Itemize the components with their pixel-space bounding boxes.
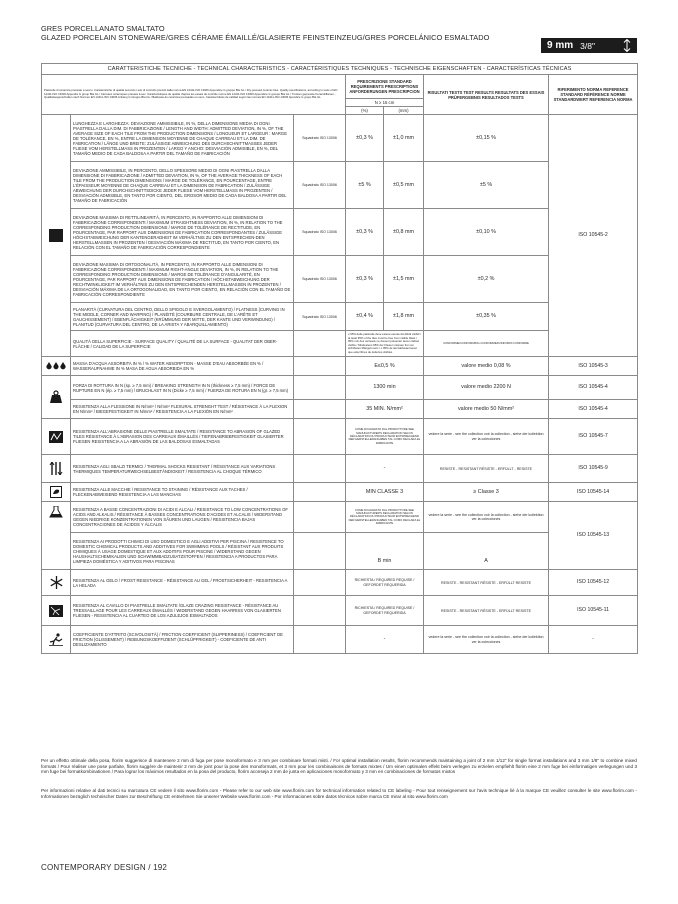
tile-square-icon xyxy=(49,229,63,242)
intro-text: Piastrelle di ceramica pressate a secco. Caratteristiche di qualità secondo i test di controllo previsti dalla norma EN 14411-ISO 13006 Appendice G gruppo BIa GL / Dry-pressed ceramic tiles. Quality specifications, according to tests of EN 14411-ISO 13006 Appendix G group BIa GL / Carreaux céramiques pressés à sec. Caractéristiques de qualité d'après les essais de contrôle norme EN 14411-ISO 13006 Appendice G groupe BIa GL / Trocken gepresste Keramikfliesen - Qualitätseigenschaften nach Normen EN 14411-ISO 13006 Anhang G Gruppe BIa GL / Baldosas de cerámica prensadas en seco. Características de calidad según las normas EN 14411-ISO 13006 Apéndice G grupo BIa GL xyxy=(42,75,346,115)
table-row xyxy=(42,502,638,533)
row-mm: ±0,8 mm xyxy=(384,209,424,256)
row-pct: ±0,3 % xyxy=(346,209,384,256)
stain-icon xyxy=(50,486,62,498)
row-requirement: - xyxy=(346,455,424,483)
thickness-badge xyxy=(541,38,637,53)
table-row xyxy=(42,596,638,626)
header-line-2: GLAZED PORCELAIN STONEWARE/GRES CÉRAME ÉMAILLÉ/GLASIERTE FEINSTEINZEUG/GRES PORCELÁNICO ESMALTADO xyxy=(41,33,490,42)
table-row xyxy=(42,209,638,256)
frost-icon xyxy=(50,576,63,589)
row-method: Squadrato ISO 13006 xyxy=(294,209,346,256)
surface-requirement: ≥ 95% delle piastrelle deve essere esente da difetti visibili / at least 95% of the tiles must be free from visible flaws / 95% min des carreaux ne doivent présenter aucun défaut visible / Mindestens 95% der Fliesen müssen frei von sichtbaren Mängeln sein / ≥ 95% de las baldosas tienen que estar libres de defectos visibles xyxy=(346,331,424,357)
row-description: FORZA DI ROTTURA IN N (sp. ≥ 7,5 mm) / BREAKING STRENGTH IN N (thickness ≥ 7,5 mm) / FORCE DE RUPTURE EN N (ép. ≥ 7,5 mm) / BRUCHLAST IN N (Dicke ≥ 7,5 mm) / FUERZA DE ROTURA EN N (gr. ≥ 7,5 mm) xyxy=(71,376,294,400)
table-row xyxy=(42,357,638,376)
chemical-icon xyxy=(49,506,63,518)
row-reference: ISO 10545-4 xyxy=(549,376,638,400)
row-result: vedere la serie - see the collection voir la collection - siehe der kollektion ver la colecciones xyxy=(424,419,549,455)
row-requirement: MIN CLASSE 3 xyxy=(346,483,424,502)
thickness-mm: 9 mm xyxy=(547,40,574,51)
row-pct: ±0,3 % xyxy=(346,256,384,303)
row-method: Squadrato ISO 13006 xyxy=(294,303,346,331)
header-line-1: GRES PORCELLANATO SMALTATO xyxy=(41,24,165,33)
row-pct: ±0,4 % xyxy=(346,303,384,331)
row-result: RESISTE - RESISTANT RÉSISTE - ERFÜLLT - RESISTE xyxy=(424,455,549,483)
icon-cell xyxy=(42,455,71,483)
chem-description-a: RESISTENZA A BASSE CONCENTRAZIONI DI ACIDI E ALCALI / RESISTANCE TO LOW CONCENTRATIONS OF ACIDS AND ALKALIS / RÉSISTANCE À BASSES CONCENTRATIONS D'ACIDES ET ALCALIS / WIDERSTAND GEGEN NIEDRIGE KONZENTRATIONEN VON SÄUREN UND LAUGEN / RESISTENCIA BAJAS CONCENTRACIONES DE ÁCIDOS Y ÁLCALIS xyxy=(71,502,294,533)
table-row xyxy=(42,455,638,483)
row-result: ±0,2 % xyxy=(424,256,549,303)
table-row xyxy=(42,376,638,400)
thermal-shock-icon xyxy=(49,462,63,475)
icon-cell xyxy=(42,596,71,626)
joint-note: Per un effetto ottimale della posa, florim suggerisce di mantenere 2 mm di fuga per pose monoformato e 3 mm per combinare formati misti. / For optimal installation results, florim recommends maintaining a joint of 2 mm 1/12" for single format installations and 3 mm 1/8" to combine mixed formats / Pour réaliser une pose parfaite, florim suggère de maintenir 2 mm de joint pour la pose des monoformats, et 3 mm pour les combinaisons de formats mixtes / Um einen optimalen effekt beim verlegen zu erzielen empfiehlt florim eine 2 mm fuge bei einformatigen verlegungen und 3 mm fuge bei formatkombinationen / Para lograr los máximos resultados en la posa del producto, florim aconseja 2 mm de junta en aplicaciones monoformato y 3 mm en combinaciones de formatos mixtos xyxy=(41,758,637,775)
table-row xyxy=(42,256,638,303)
row-requirement: 35 MIN. N/mm² xyxy=(346,400,424,419)
icon-cell xyxy=(42,376,71,419)
row-description: RESISTENZA AL CAVILLO DI PIASTRELLE SMALTATE /GLAZE CRAZING RESISTANCE - RÉSISTANCE AU TRESSAILLAGE POUR LES CARREAUX ÉMAILLÉS / WIDERSTAND GEGEN HAARRISS VON GLASIERTEN FLIESEN - RESISTENCIA AL CUARTEO DE LOS AZULEJOS ESMALTADOS xyxy=(71,596,294,626)
chem-result-b: A xyxy=(424,533,549,570)
table-row xyxy=(42,533,638,570)
row-reference: ISO 10545-11 xyxy=(549,596,638,626)
icon-cell xyxy=(42,570,71,596)
chem-requirement-b: B min xyxy=(346,533,424,570)
page-footer: CONTEMPORARY DESIGN / 192 xyxy=(41,863,168,872)
row-requirement: RICHIESTA / REQUIRED REQUISE / GEFORDET REQUERIDA xyxy=(346,596,424,626)
row-description: RESISTENZA ALLA FLESSIONE IN N/mm² / N/mm² FLEXURAL STRENGHT TEST / RÉSISTANCE À LA FLEXION EN N/mm² / BIEGEFESTIGKEIT IN N/mm² / RESISTENCIA A LA FLEXIÓN EN N/mm² xyxy=(71,400,294,419)
col-header-prescriptions: PRESCRIZIONE STANDARD REQUIREMENTS PRESCRIPTIONS ANFORDERUNGEN PRESCRIPCION xyxy=(346,75,424,99)
row-description: PLANARITÀ (CURVATURA DEL CENTRO, DELLO SPIGOLO E SVERGOLAMENTO) / FLATNESS (CURVING IN THE MIDDLE, CORNER AND WARPING) / PLANÉITÉ (COURBURE CENTRALE, DE L'ARÊTE ET GAUCHISSEMENT) / EBENFLÄCHIGKEIT (KRÜMMUNG DER MITTE, DER KANTE UND VERWINDUNG) / PLANITUD (CURVATURA DEL CENTRO, DE LA ARISTA Y ABARQUILLAMIENTO) xyxy=(71,303,294,331)
row-description: MASSA D'ACQUA ASSORBITA IN % / % WATER ABSORPTION - MASSE D'EAU ABSORBÉE EN % / WASSERAUFNAHME IN % MASA DE AGUA ABSORBIDA EN % xyxy=(71,357,294,376)
technical-table xyxy=(41,63,638,654)
water-drops-icon xyxy=(46,361,66,372)
sub-header-n: N ≥ 15 cm xyxy=(346,99,424,107)
surface-description: QUALITÀ DELLA SUPERFICIE - SURFACE QUALITY / QUALITÉ DE LA SURFACE - QUALITAT DER OBER-FLÄCHE / CALIDAD DE LA SUPERFICIE xyxy=(71,331,294,357)
chem-description-b: RESISTENZA AI PRODOTTI CHIMICI DI USO DOMESTICO E AGLI ADDITIVI PER PISCINA / RESISTENCE TO DOMESTIC CHEMICAL PRODUCTS AND ADDITIVES FOR SWIMMING POOLS / RÉSISTANT AUX PRODUITS CHIMIQUES À USAGE DOMESTIQUE ET AUX ADDITIFS POUR PISCINE / WIDERSTAND GEGEN HAUSHALTSCHEMIKALIEN UND SCHWIMMBADZUSATZSTOFFEN / RESISTENCIA A PRODUCTOS PARA LIMPIEZA DOMÉSTICA Y ADITIVOS PARA PISCINAS xyxy=(71,533,294,570)
row-description: RESISTENZA ALL'ABRASIONE DELLE PIASTRELLE SMALTATE / RESISTANCE TO ABRASION OF GLAZED TILES RÉSISTANCE À L'ABRASION DES CARREAUX ÉMAILLÉS / TIEFENABRIEBFESTIGKEIT GLASIERTER FLIESEN RESISTENCIA A LA ABRASIÓN DE LAS BALDOSAS ESMALTADAS xyxy=(71,419,294,455)
abrasion-icon xyxy=(49,431,63,443)
row-result: ≥ Classe 3 xyxy=(424,483,549,502)
row-result: ±0,35 % xyxy=(424,303,549,331)
table-row xyxy=(42,483,638,502)
row-description: COEFFICIENTE D'ATTRITO (SCIVOLOSITÀ) / FRICTION COEFFICIENT (SLIPPERINESS) / COEFFICIENT DE FRICTION (GLISSEMENT) / REIBUNGSKOEFFIZIENT (SCHLÜPFRIGKEIT) - COEFICIENTE DE ANTI DESLIZAMIENTO xyxy=(71,626,294,654)
col-header-reference: RIFERIMENTO NORMA REFERENCE STANDARD RÉFÉRENCE NORME STANDARDWERT REFERENCIA NORMA xyxy=(549,75,638,115)
surface-result: CONFORME/CONFORMING CONFORME/KONFORM CONFORME xyxy=(424,331,549,357)
icon-cell xyxy=(42,419,71,455)
double-arrow-icon xyxy=(623,39,631,52)
row-result: valore medio 0,08 % xyxy=(424,357,549,376)
row-result: valore medio 50 N/mm² xyxy=(424,400,549,419)
row-description: DEVIAZIONE AMMISSIBILE, IN PERCENTO, DELLO SPESSORE MEDIO DI OGNI PIASTRELLA DALLA DIMENSIONE DI FABBRICAZIONE / ADMITTED DEVIATION, IN %, OF THE AVERAGE THICKNESS OF EACH TILE FROM THE PRODUCTION DIMENSIONS / MARGE DE TOLÉRANCE, EN POURCENTAGE, ENTRE L'ÉPAISSEUR MOYENNE DE CHAQUE CARREAU ET LA DIMENSION DE FABRICATION / ZULÄSSIGE ABWEICHUNG DER DURCHSCHNITTSDICKE JEDER FLIESE VOM HERSTELLMASS IN PROZENTEN / DESVIACIÓN ADMISIBLE, EN TANTO POR CIENTO, DEL GROSOR MEDIO DE CADA BALDOSA A PARTIR DEL TAMAÑO DE FABRICACIÓN xyxy=(71,162,294,209)
table-row xyxy=(42,626,638,654)
icon-cell xyxy=(42,483,71,502)
row-pct: ±0,3 % xyxy=(346,115,384,162)
row-method: Squadrato ISO 13006 xyxy=(294,256,346,303)
table-row xyxy=(42,303,638,331)
thickness-inch: 3/8" xyxy=(580,40,595,51)
table-row xyxy=(42,419,638,455)
row-result: RESISTE - RESISTANT RÉSISTE - ERFÜLLT RESISTE xyxy=(424,596,549,626)
chem-reference: ISO 10545-13 xyxy=(549,502,638,570)
row-requirement: 1300 min xyxy=(346,376,424,400)
chem-requirement-a: COME DICHIARATO DAL PRODUTTORE SEE MANUFACTURER'S DECLARATION SELON DÉCLARATION DU PRODUCTEUR ENTSPRECHEND DER HERSTELLERANGABEN TAL COMO DECLARA EL FABRICANTE xyxy=(346,502,424,533)
slip-icon xyxy=(49,633,63,646)
row-requirement: RICHIESTA / REQUIRED REQUISE / GEFORDET REQUERIDA xyxy=(346,570,424,596)
weight-icon xyxy=(50,390,62,404)
row-reference: ISO 10545-4 xyxy=(549,400,638,419)
table-row xyxy=(42,331,638,357)
row-mm: ±1,0 mm xyxy=(384,115,424,162)
sub-header-pct: (%) xyxy=(346,107,384,115)
row-description: DEVIAZIONE MASSIMA DI ORTOGONALITÀ, IN PERCENTO, IN RAPPORTO ALLE DIMENSIONI DI FABBRICAZIONE CORRISPONDENTI / MAXIMUM RIGHT-ANGLE DEVIATION, IN %, IN RELATION TO THE CORRESPONDING PRODUCTION DIMENSIONS / MARGE DE TOLÉRANCE D'ANGULARITÉ, EN POURCENTAGE, PAR RAPPORT AUX DIMENSIONS DE FABRICATION / HÖCHSTABWEICHUNG DER RECHTWINKLIGKEIT IM VERHÄLTNIS ZU DEN ENTSPRECHENDEN HERSTELLMASSEN IN PROZENTEN / DESVIACIÓN MÁXIMA DE LA ORTOGONALIDAD, EN TANTO POR CIENTO, EN RELACIÓN CON EL TAMAÑO DE FABRICACIÓN CORRESPONDIENTE xyxy=(71,256,294,303)
row-result: ±0,15 % xyxy=(424,115,549,162)
page-header xyxy=(41,24,637,51)
row-reference: ISO 10545-3 xyxy=(549,357,638,376)
table-row xyxy=(42,115,638,162)
row-result: vedere la serie - see the collection voir la collection - siehe der kollektion ver la colecciones xyxy=(424,626,549,654)
row-result: ±5 % xyxy=(424,162,549,209)
row-mm: ±1,5 mm xyxy=(384,256,424,303)
row-result: RESISTE - RESISTANT RÉSISTE - ERFÜLLT RESISTE xyxy=(424,570,549,596)
icon-cell xyxy=(42,502,71,570)
row-mm: ±0,5 mm xyxy=(384,162,424,209)
row-reference: ISO 10545-14 xyxy=(549,483,638,502)
row-reference: - xyxy=(549,626,638,654)
row-reference: ISO 10545-12 xyxy=(549,570,638,596)
row-description: LUNGHEZZA E LARGHEZZA: DEVIAZIONE AMMISSIBILE, IN %, DELLA DIMENSIONE MEDIA DI OGNI PIASTRELLA DALLA DIM. DI FABBRICAZIONE / LENGTH AND WIDTH: ADMITTED DEVIATION, IN %, OF THE AVERAGE SIZE OF EACH TILE FROM THE PRODUCTION DIMENSIONS / LONGUEUR ET LARGEUR : MARGE DE TOLÉRANCE, EN %, ENTRE LA DIMENSION MOYENNE DE CHAQUE CARREAU ET LA DIM. DE FABRICATION / LÄNGE UND BREITE: ZULÄSSIGE ABWEICHUNG DES DURCHSCHNITTMASSES JEDER FLIESE VOM HERSTELLMASS IN PROZENTEN / LARGO Y ANCHO: DESVIACIÓN ADMISIBLE, EN %, DEL TAMAÑO MEDIO DE CADA BALDOSA A PARTIR DEL TAMAÑO DE FABRICACIÓN xyxy=(71,115,294,162)
chem-result-a: vedere la serie - see the collection voir la collection - siehe der kollektion ver la colecciones xyxy=(424,502,549,533)
row-result: valore medio 2200 N xyxy=(424,376,549,400)
row-requirement: - xyxy=(346,626,424,654)
row-pct: ±5 % xyxy=(346,162,384,209)
row-reference: ISO 10545-7 xyxy=(549,419,638,455)
row-description: DEVIAZIONE MASSIMA DI RETTILINEARITÀ, IN PERCENTO, IN RAPPORTO ALLE DIMENSIONI DI FABBRICAZIONE CORRISPONDENTI / MAXIMUM STRAIGHTNESS DEVIATION, IN %, IN RELATION TO THE CORRESPONDING PRODUCTION DIMENSIONS / MARGE DE TOLÉRANCE DE RECTITUDE, EN POURCENTAGE, PAR RAPPORT AUX DIMENSIONS DE FABRICATION CORRESPONDANTES / ZULÄSSIGE HÖCHSTABWEICHUNG DER KANTENGERADHEIT IM VERHÄLTNIS ZU DEN ENTSPRECHEN-DEN HERSTELLMASSEN IN PROZENTEN / DESVIACIÓN MÁXIMA DE RECTITUD, EN TANTO POR CIENTO, EN RELACIÓN CON EL TAMAÑO DE FABRICACIÓN CORRESPONDIENTE xyxy=(71,209,294,256)
row-requirement: E≤0,5 % xyxy=(346,357,424,376)
row-description: RESISTENZA ALLE MACCHIE / RESISTANCE TO STAINING / RÉSISTANCE AUX TACHES / FLECKENABWEISEND RESISTENCIA A LAS MANCHAS xyxy=(71,483,294,502)
crazing-icon xyxy=(49,605,63,617)
row-method: Squadrato ISO 13006 xyxy=(294,115,346,162)
ce-marking-note: Per informazioni relative al dati tecnici su marcatura CE vedere il sito www.florim.com - Please refer to our web site www.florim.com for technical information related to CE labeling - Pour tout renseignement sur l'avis technique lié à la marque CE veuillez consulter le site www.florim.com - Informationen bezüglich technischer Daten zur Beschriftung CE entnehmen Sie unserer Website www.florim.com - Por informaciones sobre datos técnicos sobre marca CE mirar al sito www.florim.com xyxy=(41,788,637,799)
row-description: RESISTENZA AL GELO / FROST RESISTANCE - RÉSISTANCE AU GEL / FROSTSICHERHEIT - RESISTENCIA A LA HELADA xyxy=(71,570,294,596)
col-header-results: RISULTATI TESTS TEST RESULTS RESULTATS DES ESSAIS PRÜFERGEBNIS RESULTADOS TESTS xyxy=(424,75,549,115)
table-row xyxy=(42,570,638,596)
table-row xyxy=(42,162,638,209)
row-result: ±0,10 % xyxy=(424,209,549,256)
row-method: Squadrato ISO 13006 xyxy=(294,162,346,209)
row-description: RESISTENZA AGLI SBALZI TERMICI / THERMAL SHOCKS RESISTANT / RÉSISTANCE AUX VARIATIONS THERMIQUES TEMPERATURWECHSELBESTÄNDIGKEIT / RESISTENCIA AL CHOQUE TÉRMICO xyxy=(71,455,294,483)
row-reference: ISO 10545-9 xyxy=(549,455,638,483)
table-banner: CARATTERISTICHE TECNICHE - TECHNICAL CHARACTERISTICS - CARACTÉRISTIQUES TECHNIQUES - TECHNISCHE EIGENSCHAFTEN - CARACTERÍSTICAS TÉCNICAS xyxy=(42,64,638,75)
table-row xyxy=(42,400,638,419)
row-requirement: COME DICHIARATO DAL PRODUTTORE SEE MANUFACTURER'S DECLARATION SELON DÉCLARATION DU PRODUCTEUR ENTSPRECHEND DER HERSTELLERANGABEN TAL COMO DECLARA EL FABRICANTE xyxy=(346,419,424,455)
icon-cell xyxy=(42,357,71,376)
icon-cell xyxy=(42,626,71,654)
row-reference: ISO 10545-2 xyxy=(549,115,638,357)
row-mm: ±1,8 mm xyxy=(384,303,424,331)
sub-header-mm: (mm) xyxy=(384,107,424,115)
dimension-icon-cell xyxy=(42,115,71,357)
